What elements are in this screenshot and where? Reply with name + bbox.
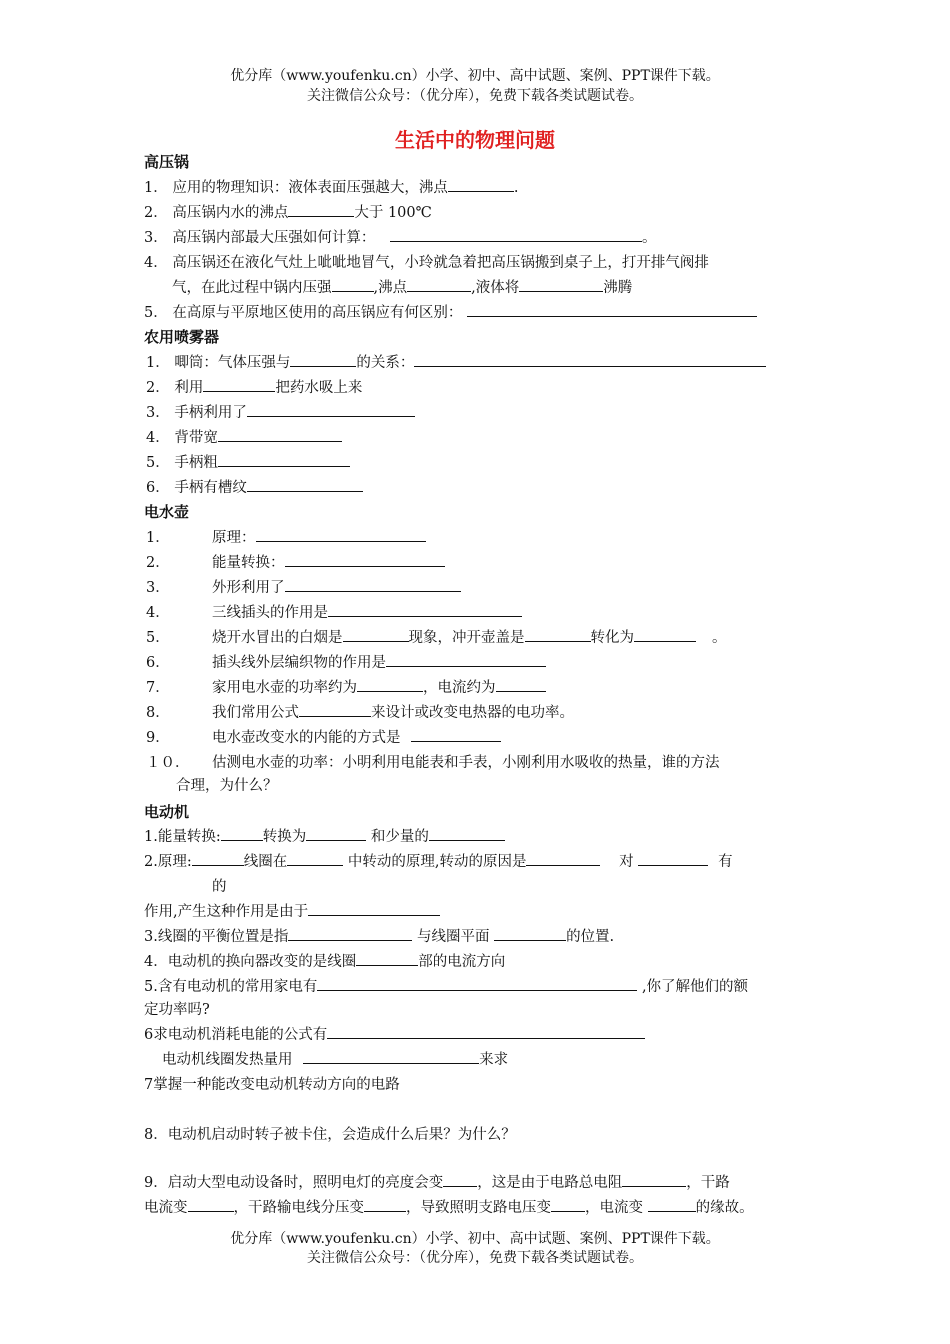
question-number: 2．: [144, 205, 168, 221]
header-line-2: 关注微信公众号：（优分库），免费下载各类试题试卷。: [307, 88, 643, 104]
question-text: 烧开水冒出的白烟是: [212, 630, 343, 646]
question-number: 6．: [146, 655, 170, 671]
question-text: ，这是由于电路总电阻: [477, 1175, 623, 1191]
question-2-5: [146, 452, 350, 474]
question-number: 8．: [146, 705, 170, 721]
question-number: 4．: [144, 255, 168, 271]
question-number: 1．: [144, 180, 168, 196]
answer-blank[interactable]: [467, 302, 757, 317]
question-text: 4．电动机的换向器改变的是线圈: [144, 954, 357, 970]
question-number: 5．: [146, 455, 170, 471]
question-4-8: [144, 1124, 516, 1146]
answer-blank[interactable]: [287, 851, 343, 866]
answer-blank[interactable]: [414, 352, 766, 367]
question-text: 估测电水壶的功率：小明利用电能表和手表，小刚利用水吸收的热量，谁的方法: [212, 755, 720, 771]
question-4-6: [144, 1024, 645, 1046]
question-text: .: [513, 180, 519, 196]
question-4-5-cont: [144, 999, 210, 1021]
answer-blank[interactable]: [188, 1197, 234, 1212]
answer-blank[interactable]: [218, 452, 350, 467]
question-text: 背带宽: [174, 430, 218, 446]
answer-blank[interactable]: [496, 677, 546, 692]
section-heading-pressure-cooker: 高压锅: [144, 153, 190, 171]
question-1-4-cont: [172, 277, 632, 299]
answer-blank[interactable]: [288, 926, 412, 941]
question-number: 5．: [144, 305, 168, 321]
answer-blank[interactable]: [285, 552, 445, 567]
answer-blank[interactable]: [308, 901, 440, 916]
question-text: 与线圈平面: [416, 929, 490, 945]
question-text: 气，在此过程中锅内压强: [172, 280, 332, 296]
question-number: 6．: [146, 480, 170, 496]
question-text: 8．电动机启动时转子被卡住，会造成什么后果？为什么？: [144, 1127, 516, 1143]
question-text: 电流变: [144, 1200, 188, 1216]
question-text: 和少量的: [370, 829, 429, 845]
footer-line-1: 优分库（www.youfenku.cn）小学、初中、高中试题、案例、PPT课件下载。: [230, 1231, 720, 1247]
section-heading-sprayer: 农用喷雾器: [144, 328, 220, 346]
question-text: ，干路输电线分压变: [233, 1200, 364, 1216]
question-text: 利用: [174, 380, 204, 396]
answer-blank[interactable]: [551, 1197, 585, 1212]
question-1-4: [144, 252, 709, 274]
question-text: 转化为: [590, 630, 634, 646]
question-text: 外形利用了: [212, 580, 285, 596]
answer-blank[interactable]: [317, 976, 637, 991]
section-heading-kettle: 电水壶: [144, 503, 190, 521]
question-3-3: [146, 577, 461, 599]
question-number: 1．: [146, 355, 170, 371]
question-4-7: [144, 1074, 400, 1096]
answer-blank[interactable]: [407, 277, 471, 292]
question-text: 电水壶改变水的内能的方式是: [212, 730, 401, 746]
question-1-1: [144, 177, 518, 199]
question-3-10: [146, 752, 720, 774]
answer-blank[interactable]: [525, 627, 591, 642]
answer-blank[interactable]: [390, 227, 642, 242]
question-text: 应用的物理知识：液体表面压强越大，沸点: [172, 180, 448, 196]
answer-blank[interactable]: [327, 1024, 645, 1039]
question-text: 部的电流方向: [418, 954, 506, 970]
question-4-2: [144, 851, 733, 873]
question-4-5: [144, 976, 748, 998]
question-number: 3．: [146, 405, 170, 421]
question-number: 2．: [146, 380, 170, 396]
question-3-2: [146, 552, 445, 574]
question-text: 沸腾: [603, 280, 633, 296]
answer-blank[interactable]: [290, 352, 356, 367]
answer-blank[interactable]: [247, 402, 415, 417]
answer-blank[interactable]: [519, 277, 603, 292]
question-text: 大于 100℃: [354, 205, 432, 221]
answer-blank[interactable]: [288, 202, 354, 217]
question-text: 家用电水壶的功率约为: [212, 680, 357, 696]
question-text: 我们常用公式: [212, 705, 299, 721]
question-number: 4．: [146, 430, 170, 446]
question-text: 现象，冲开壶盖是: [408, 630, 525, 646]
question-text: 的缘故。: [695, 1200, 754, 1216]
answer-blank[interactable]: [411, 727, 501, 742]
question-text: 9．启动大型电动设备时，照明电灯的亮度会变: [144, 1175, 444, 1191]
question-text: 手柄有槽纹: [174, 480, 247, 496]
answer-blank[interactable]: [443, 1172, 477, 1187]
question-4-2-cont: [144, 901, 440, 923]
question-text: 手柄利用了: [174, 405, 247, 421]
question-1-2: [144, 202, 432, 224]
question-text: 来设计或改变电热器的电功率。: [371, 705, 574, 721]
question-text: 电动机线圈发热量用: [162, 1052, 293, 1068]
answer-blank[interactable]: [192, 851, 244, 866]
question-text: 的位置.: [566, 929, 615, 945]
question-text: ，电流变: [585, 1200, 643, 1216]
question-number: 3．: [146, 580, 170, 596]
question-3-8: [146, 702, 574, 724]
answer-blank[interactable]: [386, 652, 546, 667]
question-3-5: [146, 627, 727, 649]
question-number: 5．: [146, 630, 170, 646]
answer-blank[interactable]: [364, 1197, 406, 1212]
answer-blank[interactable]: [448, 177, 514, 192]
question-1-5: [144, 302, 757, 324]
answer-blank[interactable]: [299, 702, 371, 717]
question-text: 唧筒：气体压强与: [174, 355, 291, 371]
question-number: 1．: [146, 530, 170, 546]
question-text: 手柄粗: [174, 455, 218, 471]
question-number: １０．: [146, 755, 190, 771]
answer-blank[interactable]: [526, 851, 600, 866]
answer-blank[interactable]: [429, 826, 505, 841]
footer-line-2: 关注微信公众号：（优分库），免费下载各类试题试卷。: [307, 1250, 643, 1266]
question-number: 9．: [146, 730, 170, 746]
question-text: 1.能量转换:: [144, 829, 221, 845]
question-text: 有: [718, 854, 733, 870]
answer-blank[interactable]: [328, 602, 522, 617]
question-4-2-wrap: [212, 876, 227, 898]
answer-blank[interactable]: [256, 527, 426, 542]
question-4-9: [144, 1172, 730, 1194]
answer-blank[interactable]: [285, 577, 461, 592]
question-1-3: [144, 227, 656, 249]
question-4-4: [144, 951, 505, 973]
question-text: 合理，为什么？: [176, 778, 278, 794]
question-2-6: [146, 477, 363, 499]
question-2-1: [146, 352, 766, 374]
question-3-1: [146, 527, 426, 549]
question-text: 线圈在: [243, 854, 288, 870]
answer-blank[interactable]: [638, 851, 708, 866]
page-title: 生活中的物理问题: [395, 128, 555, 152]
answer-blank[interactable]: [648, 1197, 696, 1212]
answer-blank[interactable]: [303, 1049, 479, 1064]
section-heading-motor: 电动机: [144, 803, 190, 821]
question-2-3: [146, 402, 415, 424]
question-3-6: [146, 652, 546, 674]
question-text: ，干路: [686, 1175, 730, 1191]
question-text: 能量转换：: [212, 555, 285, 571]
question-text: 3.线圈的平衡位置是指: [144, 929, 289, 945]
answer-blank[interactable]: [622, 1172, 686, 1187]
question-2-2: [146, 377, 362, 399]
question-text: 三线插头的作用是: [212, 605, 328, 621]
question-text: 把药水吸上来: [275, 380, 363, 396]
question-4-9-cont: [144, 1197, 754, 1219]
answer-blank[interactable]: [634, 627, 696, 642]
question-text: 中转动的原理,转动的原因是: [347, 854, 527, 870]
question-4-3: [144, 926, 614, 948]
question-text: ，导致照明支路电压变: [406, 1200, 551, 1216]
question-2-4: [146, 427, 342, 449]
question-text: ,你了解他们的额: [641, 979, 749, 995]
question-text: 转换为: [262, 829, 307, 845]
question-text: 5.含有电动机的常用家电有: [144, 979, 318, 995]
question-text: 。: [712, 630, 727, 646]
question-text: 高压锅内部最大压强如何计算：: [172, 230, 376, 246]
answer-blank[interactable]: [203, 377, 275, 392]
question-text: 高压锅还在液化气灶上呲呲地冒气，小玲就急着把高压锅搬到桌子上，打开排气阀排: [172, 255, 709, 271]
question-number: 4．: [146, 605, 170, 621]
answer-blank[interactable]: [221, 826, 263, 841]
answer-blank[interactable]: [356, 951, 418, 966]
question-text: 。: [641, 230, 657, 246]
answer-blank[interactable]: [247, 477, 363, 492]
question-4-6-cont: [162, 1049, 508, 1071]
answer-blank[interactable]: [357, 677, 423, 692]
answer-blank[interactable]: [218, 427, 342, 442]
question-number: 3．: [144, 230, 168, 246]
question-text: ,沸点: [373, 280, 408, 296]
question-text: 作用,产生这种作用是由于: [144, 904, 309, 920]
question-text: 在高原与平原地区使用的高压锅应有何区别：: [172, 305, 463, 321]
question-3-4: [146, 602, 522, 624]
answer-blank[interactable]: [332, 277, 374, 292]
question-text: 2.原理:: [144, 854, 192, 870]
question-text: 高压锅内水的沸点: [172, 205, 289, 221]
question-text: 7掌握一种能改变电动机转动方向的电路: [144, 1077, 400, 1093]
question-text: 6求电动机消耗电能的公式有: [144, 1027, 328, 1043]
question-text: ,液体将: [471, 280, 520, 296]
question-4-1: [144, 826, 505, 848]
question-text: ，电流约为: [423, 680, 496, 696]
question-3-7: [146, 677, 546, 699]
question-number: 2．: [146, 555, 170, 571]
header-line-1: 优分库（www.youfenku.cn）小学、初中、高中试题、案例、PPT课件下载。: [230, 68, 720, 84]
question-text: 插头线外层编织物的作用是: [212, 655, 386, 671]
question-text: 来求: [479, 1052, 509, 1068]
answer-blank[interactable]: [494, 926, 566, 941]
question-3-10-cont: [176, 775, 278, 797]
question-text: 定功率吗?: [144, 1002, 210, 1018]
answer-blank[interactable]: [306, 826, 366, 841]
question-text: 的关系：: [356, 355, 415, 371]
question-text: 原理：: [212, 530, 256, 546]
question-3-9: [146, 727, 501, 749]
question-number: 7．: [146, 680, 170, 696]
question-text: 的: [212, 879, 227, 895]
question-text: 对: [619, 854, 634, 870]
answer-blank[interactable]: [343, 627, 409, 642]
